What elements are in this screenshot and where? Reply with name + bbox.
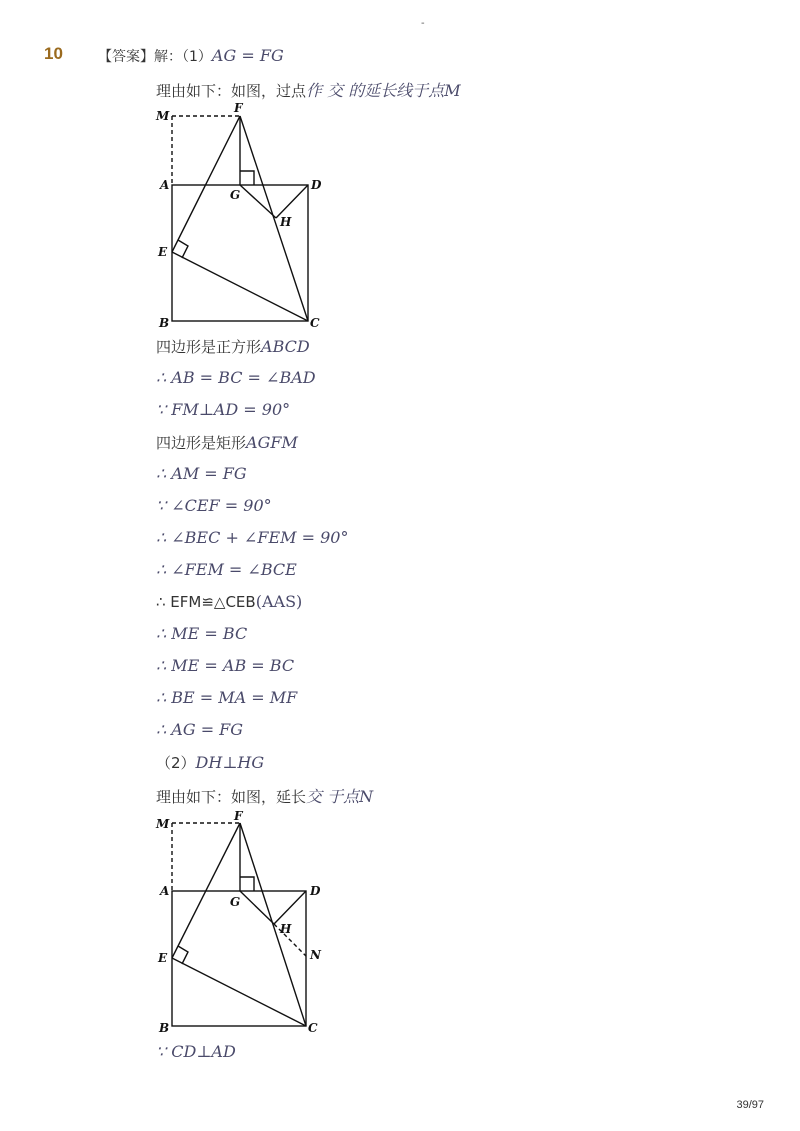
proof-text: 四边形是矩形 — [156, 434, 247, 452]
proof-text: 四边形是正方形 — [156, 338, 262, 356]
page-number: 39/97 — [736, 1099, 764, 1111]
reason-text: 理由如下：如图，过点 — [156, 82, 307, 100]
reason-math: 作 交 的延长线于点M — [306, 81, 461, 100]
page-mark: - — [421, 18, 425, 29]
label-M: M — [156, 109, 170, 123]
label-C: C — [310, 316, 320, 330]
label-B: B — [159, 316, 170, 330]
label-M: M — [156, 817, 170, 831]
proof-math: ∴ AM = FG — [156, 464, 247, 483]
proof-line-3 — [156, 368, 316, 387]
proof-math: ∴ ∠FEM = ∠BCE — [156, 560, 297, 579]
answer-prefix: 【答案】解：（1） — [98, 49, 212, 65]
proof-line-8 — [156, 528, 348, 547]
label-F: F — [234, 809, 243, 823]
label-A: A — [160, 884, 170, 898]
answer-math: AG = FG — [211, 46, 284, 65]
proof-math: ∵ FM⊥AD = 90° — [156, 400, 291, 419]
label-H: H — [280, 922, 292, 936]
label-A: A — [160, 178, 170, 192]
proof-math: DH⊥HG — [195, 753, 265, 772]
label-H: H — [280, 215, 292, 229]
proof-line-9 — [156, 560, 297, 579]
label-F: F — [234, 101, 243, 115]
label-E: E — [158, 951, 168, 965]
proof-line-7 — [156, 496, 272, 515]
answer-header — [98, 46, 284, 66]
proof-math: ∴ AB = BC = ∠BAD — [156, 368, 316, 387]
label-E: E — [158, 245, 168, 259]
proof-math: ∴ AG = FG — [156, 720, 244, 739]
proof-line-14 — [156, 720, 243, 739]
proof-math: (AAS) — [255, 592, 303, 611]
proof-line-6 — [156, 464, 247, 483]
proof-math: ∵ ∠CEF = 90° — [156, 496, 272, 515]
proof-line-11 — [156, 624, 247, 643]
label-G: G — [230, 188, 241, 202]
proof-text: 理由如下：如图，延长 — [156, 788, 307, 806]
proof-math: ∴ ∠BEC + ∠FEM = 90° — [156, 528, 349, 547]
proof-text: （2） — [156, 754, 196, 772]
label-N: N — [310, 948, 321, 962]
proof-line-12 — [156, 656, 294, 675]
proof-line-13 — [156, 688, 297, 707]
label-D: D — [310, 884, 321, 898]
proof-text: ∴ EFM≌△CEB — [156, 593, 256, 611]
label-B: B — [159, 1021, 170, 1035]
proof-line-4 — [156, 400, 290, 419]
part-2-line — [156, 752, 264, 773]
proof-math: 交 于点N — [306, 787, 374, 806]
proof-math: ∴ ME = BC — [156, 624, 248, 643]
label-G: G — [230, 895, 241, 909]
reason-line-2 — [156, 784, 373, 807]
reason-line-1 — [156, 78, 461, 101]
proof-math: AGFM — [246, 433, 298, 452]
proof-math: ∴ BE = MA = MF — [156, 688, 298, 707]
proof-math: ∵ CD⊥AD — [156, 1042, 236, 1061]
label-D: D — [311, 178, 322, 192]
proof-line-last — [156, 1042, 236, 1061]
proof-math: ABCD — [261, 337, 310, 356]
proof-line-2 — [156, 336, 310, 357]
question-number: 10 — [44, 44, 63, 63]
proof-line-5 — [156, 432, 298, 453]
label-C: C — [308, 1021, 318, 1035]
proof-line-10 — [156, 592, 302, 611]
proof-math: ∴ ME = AB = BC — [156, 656, 295, 675]
geometry-figure-1 — [150, 100, 350, 335]
geometry-figure-2 — [150, 806, 350, 1042]
